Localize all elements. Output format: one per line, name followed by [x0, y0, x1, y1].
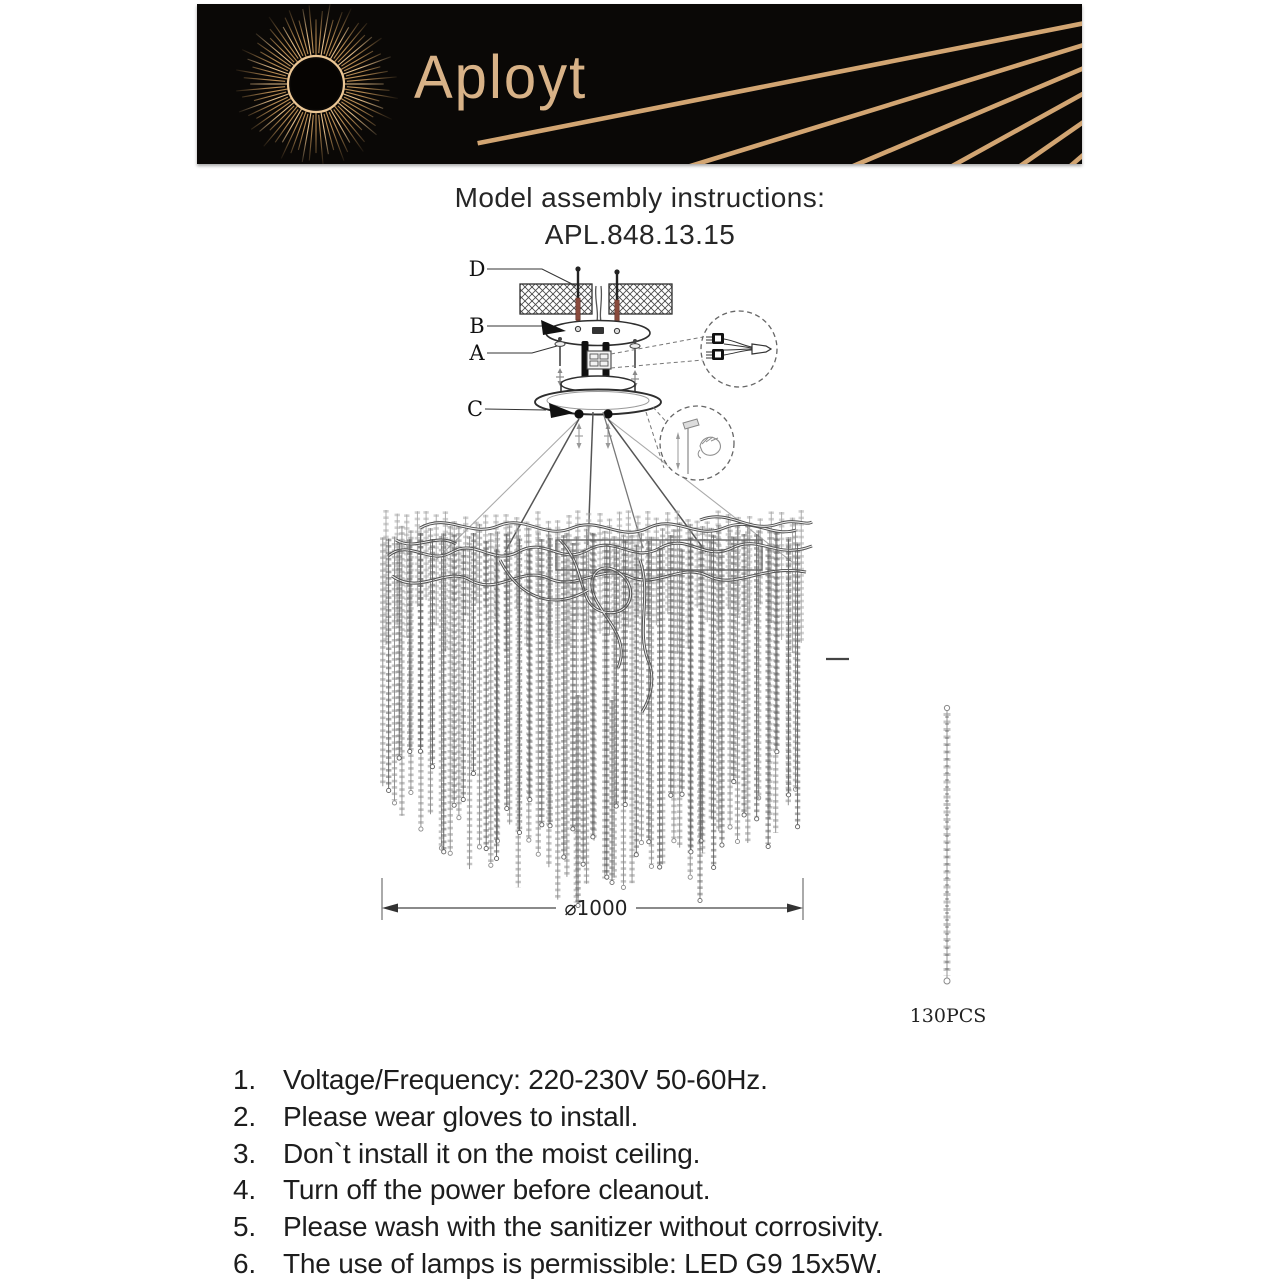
label-b: B — [469, 314, 485, 338]
label-d: D — [468, 257, 486, 281]
instruction-item-3: 3. Don`t install it on the moist ceiling. — [233, 1137, 701, 1169]
pcs-count-label: 130PCS — [909, 1005, 987, 1027]
instruction-item-2: 2. Please wear gloves to install. — [233, 1100, 639, 1132]
page-title: Model assembly instructions: — [454, 182, 826, 213]
model-number: APL.848.13.15 — [544, 219, 736, 250]
label-c: C — [466, 397, 484, 421]
label-a: A — [469, 341, 485, 365]
dimension-line — [382, 878, 803, 920]
diameter-dimension-text: ⌀1000 — [564, 896, 628, 920]
instruction-item-4: 4. Turn off the power before cleanout. — [233, 1174, 711, 1206]
instruction-item-1: 1. Voltage/Frequency: 220-230V 50-60Hz. — [233, 1064, 768, 1095]
wire-connector-callout — [701, 311, 777, 387]
instruction-item-6: 6. The use of lamps is permissible: LED G9 15x5W. — [233, 1247, 883, 1279]
cable-adjust-callout — [646, 406, 734, 480]
side-screw-left — [555, 337, 565, 386]
chandelier-body — [383, 510, 812, 908]
terminal-block — [587, 351, 611, 369]
instruction-item-5: 5. Please wash with the sanitizer without corrosivity. — [233, 1211, 884, 1243]
crystal-strand-sample — [910, 705, 987, 1027]
brand-logo-text: Aployt — [414, 42, 588, 112]
instruction-list — [233, 1062, 884, 1280]
